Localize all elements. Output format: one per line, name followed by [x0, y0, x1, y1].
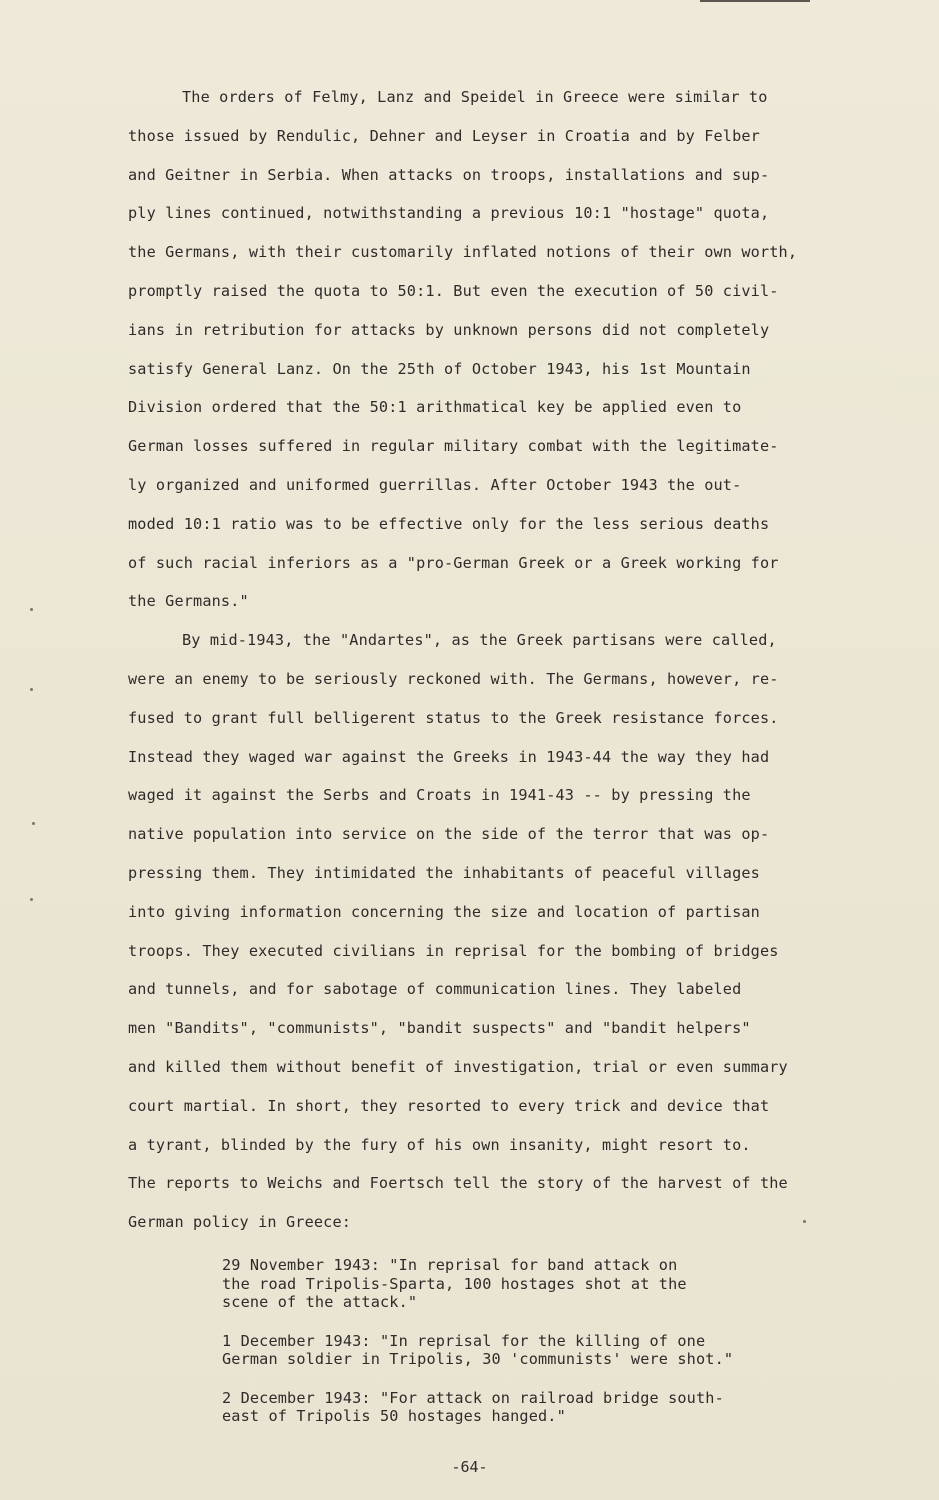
text-line: promptly raised the quota to 50:1. But even the execution of 50 civil-: [128, 281, 779, 300]
text-line: Instead they waged war against the Greeks in 1943-44 the way they had: [128, 747, 770, 766]
text-line: and killed them without benefit of investigation, trial or even summary: [128, 1057, 788, 1076]
quote-line: scene of the attack.": [222, 1293, 418, 1311]
text-line: court martial. In short, they resorted to every trick and device that: [128, 1096, 770, 1115]
quote-block: [222, 1332, 782, 1369]
quote-line: 2 December 1943: "For attack on railroad bridge south-: [222, 1388, 724, 1407]
text-line: of such racial inferiors as a "pro-German Greek or a Greek working for: [128, 553, 779, 572]
text-line: German policy in Greece:: [128, 1213, 352, 1232]
scan-speck: [30, 898, 33, 901]
scan-speck: [30, 608, 33, 611]
text-line: ians in retribution for attacks by unknown persons did not completely: [128, 320, 770, 339]
quote-block: [222, 1389, 782, 1426]
scan-speck: [30, 688, 33, 691]
scan-speck: [32, 822, 35, 825]
body-text: [128, 78, 828, 1242]
text-line: The orders of Felmy, Lanz and Speidel in Greece were similar to: [182, 88, 768, 106]
text-line: ly organized and uniformed guerrillas. After October 1943 the out-: [128, 475, 742, 494]
text-line: men "Bandits", "communists", "bandit suspects" and "bandit helpers": [128, 1019, 751, 1038]
page-number: -64-: [451, 1458, 488, 1476]
quote-line: 1 December 1943: "In reprisal for the killing of one: [222, 1331, 706, 1350]
text-line: pressing them. They intimidated the inhabitants of peaceful villages: [128, 863, 760, 882]
text-line: moded 10:1 ratio was to be effective only for the less serious deaths: [128, 514, 770, 533]
text-line: a tyrant, blinded by the fury of his own insanity, might resort to.: [128, 1135, 751, 1154]
text-line: troops. They executed civilians in reprisal for the bombing of bridges: [128, 941, 779, 960]
text-line: and Geitner in Serbia. When attacks on troops, installations and sup-: [128, 165, 770, 184]
quote-line: 29 November 1943: "In reprisal for band attack on: [222, 1256, 678, 1274]
text-line: fused to grant full belligerent status to the Greek resistance forces.: [128, 708, 779, 727]
text-line: the Germans.": [128, 592, 249, 611]
text-line: By mid-1943, the "Andartes", as the Greek partisans were called,: [182, 631, 777, 650]
text-line: those issued by Rendulic, Dehner and Leyser in Croatia and by Felber: [128, 126, 760, 145]
text-line: ply lines continued, notwithstanding a previous 10:1 "hostage" quota,: [128, 204, 770, 223]
text-line: Division ordered that the 50:1 arithmatical key be applied even to: [128, 398, 742, 417]
text-line: and tunnels, and for sabotage of communication lines. They labeled: [128, 980, 742, 999]
page-edge-mark: [700, 0, 810, 2]
paragraph-2: [128, 621, 828, 1242]
text-line: waged it against the Serbs and Croats in 1941-43 -- by pressing the: [128, 786, 751, 805]
scan-speck: [803, 1220, 806, 1223]
quote-line: German soldier in Tripolis, 30 'communists' were shot.": [222, 1350, 734, 1368]
paragraph-1: [128, 78, 828, 621]
text-line: The reports to Weichs and Foertsch tell the story of the harvest of the: [128, 1174, 788, 1193]
text-line: into giving information concerning the size and location of partisan: [128, 902, 760, 921]
text-line: native population into service on the side of the terror that was op-: [128, 825, 770, 844]
quote-line: the road Tripolis-Sparta, 100 hostages shot at the: [222, 1274, 687, 1293]
text-line: the Germans, with their customarily inflated notions of their own worth,: [128, 243, 798, 262]
report-quotes: [222, 1256, 782, 1446]
text-line: were an enemy to be seriously reckoned with. The Germans, however, re-: [128, 669, 779, 688]
quote-line: east of Tripolis 50 hostages hanged.": [222, 1407, 566, 1425]
quote-block: [222, 1256, 782, 1312]
text-line: German losses suffered in regular military combat with the legitimate-: [128, 437, 779, 456]
text-line: satisfy General Lanz. On the 25th of October 1943, his 1st Mountain: [128, 359, 751, 378]
